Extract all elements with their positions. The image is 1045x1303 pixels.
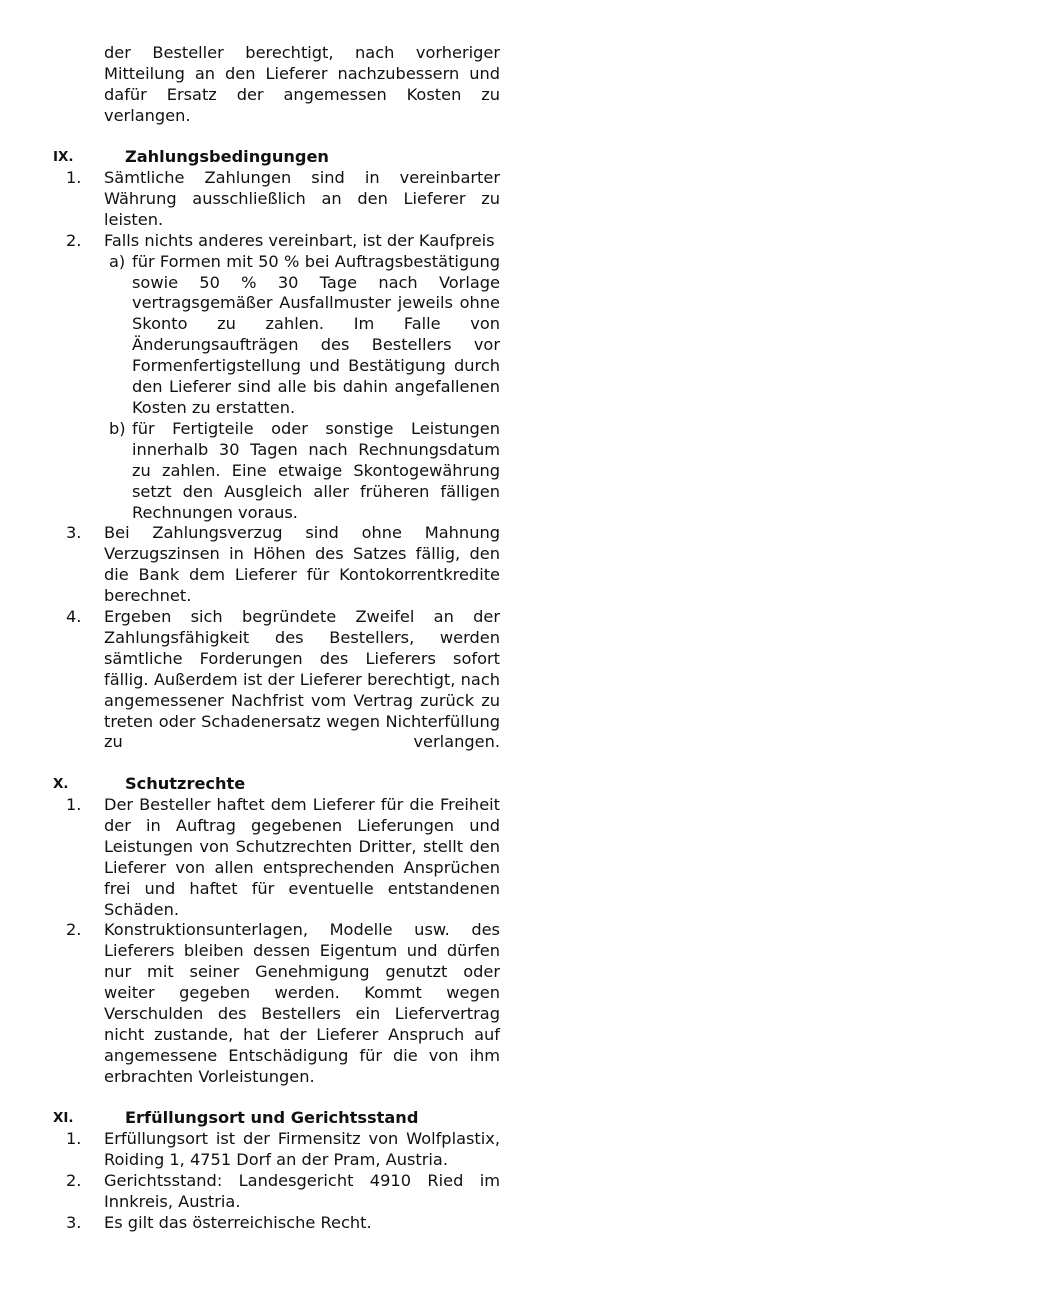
section-x-list [0,795,520,1088]
item-number: 1. [66,1129,82,1148]
list-item [0,795,520,920]
list-item [0,231,520,252]
section-number: XI. [53,1110,74,1126]
item-number: 2. [66,230,82,250]
item-number: 2. [66,1170,82,1190]
sub-item [0,419,520,524]
list-item [0,1213,520,1234]
sub-item-text: für Fertigteile oder sonstige Leistungen innerhalb 30 Tagen nach Rechnungsdatum zu zahlen. Eine etwaige Skontogewährung setzt den Ausgleich aller früheren fälligen Rechnungen voraus. [132,418,500,522]
list-item [0,523,520,607]
item-text: Gerichtsstand: Landesgericht 4910 Ried im Innkreis, Austria. [104,1170,500,1211]
sub-item-text: für Formen mit 50 % bei Auftragsbestätigung sowie 50 % 30 Tage nach Vorlage vertragsgemäßer Ausfallmuster jeweils ohne Skonto zu zahlen. Im Falle von Änderungsaufträgen des Bestellers vor Formenfertigstellung und Bestätigung durch den Lieferer sind alle bis dahin angefallenen Kosten zu erstatten. [132,251,500,417]
item-text: Es gilt das österreichische Recht. [104,1212,372,1232]
list-item [0,920,520,1087]
list-item [0,168,520,231]
item-number: 1. [66,168,82,187]
section-title: Erfüllungsort und Gerichtsstand [125,1108,419,1127]
section-number: X. [53,776,69,792]
item-text: Bei Zahlungsverzug sind ohne Mahnung Verzugszinsen in Höhen des Satzes fällig, den die Bank dem Lieferer für Kontokorrentkredite berechnet. [104,523,500,606]
list-item [0,607,520,753]
item-text: Erfüllungsort ist der Firmensitz von Wolfplastix, Roiding 1, 4751 Dorf an der Pram, Austria. [104,1129,500,1169]
sub-item-letter: b) [109,418,126,438]
item-number: 2. [66,920,82,940]
item-text: Falls nichts anderes vereinbart, ist der Kaufpreis [104,230,495,250]
item-text: Der Besteller haftet dem Lieferer für die Freiheit der in Auftrag gegebenen Lieferungen und Leistungen von Schutzrechten Dritter, stellt den Lieferer von allen entsprechenden Ansprüchen frei und haftet für eventuelle entstandenen Schäden. [104,795,500,919]
section-title: Zahlungsbedingungen [125,147,329,166]
list-item [0,1171,520,1213]
item-text: Ergeben sich begründete Zweifel an der Zahlungsfähigkeit des Bestellers, werden sämtliche Forderungen des Lieferers sofort fällig. Außerdem ist der Lieferer berechtigt, nach angemessener Nachfrist vom Vertrag zurück zu treten oder Schadenersatz wegen Nichterfüllung zu verlangen. [104,607,500,752]
section-xi-list [0,1129,520,1234]
item-number: 4. [66,607,82,627]
item-number: 3. [66,523,82,543]
list-item [0,1129,520,1171]
item-number: 1. [66,795,82,814]
continuation-paragraph: der Besteller berechtigt, nach vorheriger Mitteilung an den Lieferer nachzubessern und dafür Ersatz der angemessen Kosten zu verlangen. [104,43,500,125]
item-text: Sämtliche Zahlungen sind in vereinbarter Währung ausschließlich an den Lieferer zu leisten. [104,168,500,229]
section-number: IX. [53,149,74,165]
section-ix-list [0,168,520,753]
sub-item-letter: a) [109,251,126,271]
item-number: 3. [66,1212,82,1232]
section-title: Schutzrechte [125,774,246,793]
item-text: Konstruktionsunterlagen, Modelle usw. des Lieferers bleiben dessen Eigentum und dürfen nur mit seiner Genehmigung genutzt oder weiter gegeben werden. Kommt wegen Verschulden des Bestellers ein Liefervertrag nicht zustande, hat der Lieferer Anspruch auf angemessene Entschädigung für die von ihm erbrachten Vorleistungen. [104,920,500,1086]
sub-item [0,252,520,419]
